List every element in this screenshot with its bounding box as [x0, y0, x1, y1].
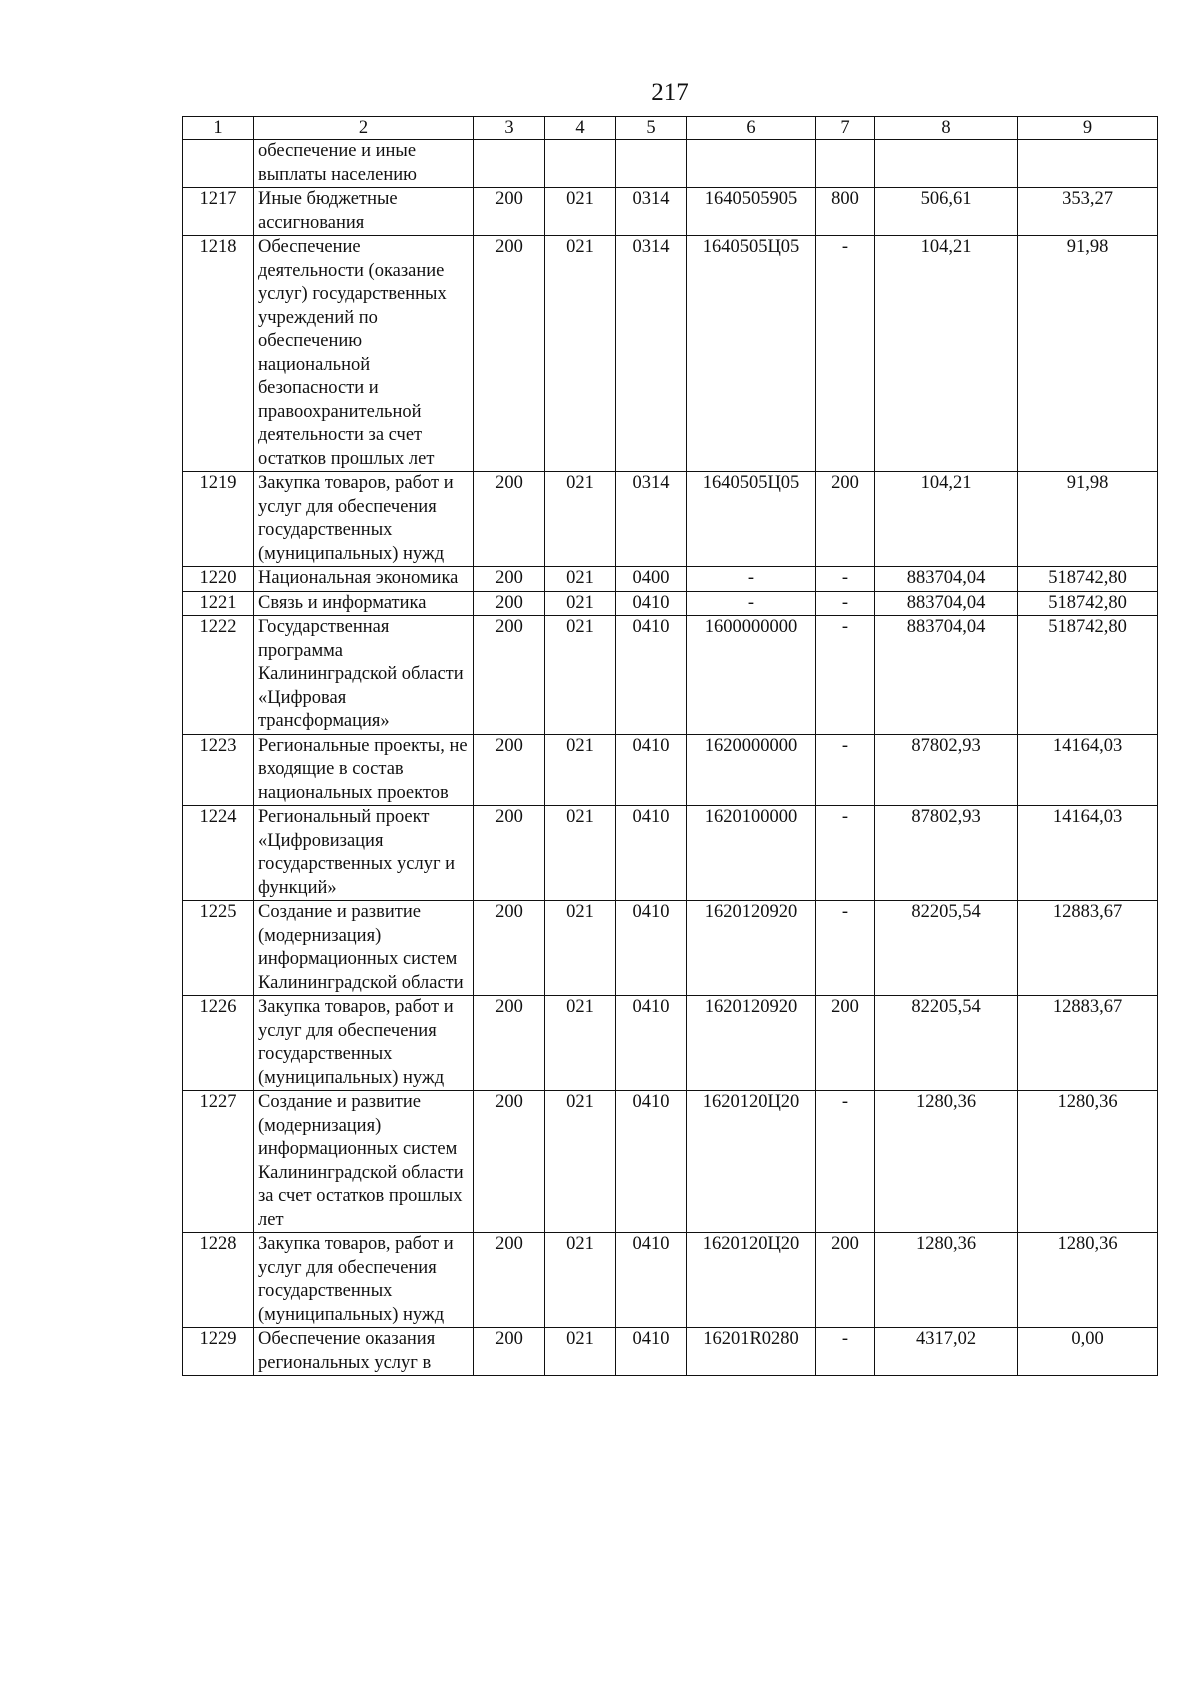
column-9-cell: 1280,36 — [1018, 1233, 1158, 1328]
column-3-cell: 200 — [474, 1233, 545, 1328]
column-5-cell: 0410 — [616, 616, 687, 735]
table-row — [183, 996, 1158, 1091]
column-5-cell: 0314 — [616, 472, 687, 567]
header-cell: 3 — [474, 117, 545, 140]
item-name-cell: Региональные проекты, не входящие в состав национальных проектов — [254, 734, 474, 806]
column-5-cell: 0400 — [616, 567, 687, 592]
row-number-cell: 1223 — [183, 734, 254, 806]
table-row — [183, 1091, 1158, 1233]
column-3-cell: 200 — [474, 567, 545, 592]
header-cell: 4 — [545, 117, 616, 140]
column-8-cell: 883704,04 — [875, 616, 1018, 735]
column-7-cell: 200 — [816, 996, 875, 1091]
column-5-cell: 0314 — [616, 236, 687, 472]
column-5-cell: 0410 — [616, 591, 687, 616]
column-5-cell: 0410 — [616, 901, 687, 996]
table-row — [183, 806, 1158, 901]
item-name-cell: Обеспечение оказания региональных услуг в — [254, 1328, 474, 1376]
column-7-cell: - — [816, 1328, 875, 1376]
column-4-cell: 021 — [545, 616, 616, 735]
column-4-cell: 021 — [545, 472, 616, 567]
column-8-cell: 104,21 — [875, 236, 1018, 472]
column-3-cell: 200 — [474, 996, 545, 1091]
column-5-cell: 0410 — [616, 734, 687, 806]
column-7-cell: - — [816, 806, 875, 901]
row-number-cell: 1220 — [183, 567, 254, 592]
column-6-cell: 1620120920 — [687, 901, 816, 996]
column-9-cell: 1280,36 — [1018, 1091, 1158, 1233]
column-7-cell: - — [816, 734, 875, 806]
column-8-cell: 87802,93 — [875, 806, 1018, 901]
row-number-cell: 1227 — [183, 1091, 254, 1233]
column-3-cell: 200 — [474, 734, 545, 806]
table-row — [183, 567, 1158, 592]
column-4-cell — [545, 140, 616, 188]
row-number-cell: 1217 — [183, 188, 254, 236]
table-body — [183, 140, 1158, 1376]
column-4-cell: 021 — [545, 236, 616, 472]
column-3-cell — [474, 140, 545, 188]
column-3-cell: 200 — [474, 188, 545, 236]
column-9-cell — [1018, 140, 1158, 188]
row-number-cell: 1218 — [183, 236, 254, 472]
column-4-cell: 021 — [545, 1091, 616, 1233]
column-9-cell: 518742,80 — [1018, 567, 1158, 592]
row-number-cell: 1221 — [183, 591, 254, 616]
column-3-cell: 200 — [474, 1328, 545, 1376]
column-7-cell: - — [816, 1091, 875, 1233]
column-8-cell: 87802,93 — [875, 734, 1018, 806]
column-3-cell: 200 — [474, 901, 545, 996]
column-7-cell: - — [816, 236, 875, 472]
column-7-cell: - — [816, 616, 875, 735]
item-name-cell: Иные бюджетные ассигнования — [254, 188, 474, 236]
item-name-cell: Связь и информатика — [254, 591, 474, 616]
table-row — [183, 901, 1158, 996]
column-8-cell: 883704,04 — [875, 567, 1018, 592]
column-6-cell: 1620000000 — [687, 734, 816, 806]
column-5-cell: 0410 — [616, 996, 687, 1091]
column-6-cell: 1640505905 — [687, 188, 816, 236]
row-number-cell — [183, 140, 254, 188]
column-3-cell: 200 — [474, 1091, 545, 1233]
column-8-cell: 104,21 — [875, 472, 1018, 567]
header-cell: 6 — [687, 117, 816, 140]
column-3-cell: 200 — [474, 591, 545, 616]
column-6-cell: 1620100000 — [687, 806, 816, 901]
column-7-cell — [816, 140, 875, 188]
header-cell: 9 — [1018, 117, 1158, 140]
row-number-cell: 1228 — [183, 1233, 254, 1328]
row-number-cell: 1224 — [183, 806, 254, 901]
table-row — [183, 1328, 1158, 1376]
budget-table — [182, 116, 1158, 1376]
column-4-cell: 021 — [545, 996, 616, 1091]
column-6-cell: - — [687, 567, 816, 592]
column-5-cell: 0410 — [616, 1091, 687, 1233]
item-name-cell: Национальная экономика — [254, 567, 474, 592]
column-4-cell: 021 — [545, 1328, 616, 1376]
table-row — [183, 734, 1158, 806]
column-6-cell: 1640505Ц05 — [687, 472, 816, 567]
item-name-cell: Закупка товаров, работ и услуг для обеспечения государственных (муниципальных) нужд — [254, 996, 474, 1091]
column-6-cell: 16201R0280 — [687, 1328, 816, 1376]
table-row — [183, 188, 1158, 236]
header-row — [183, 117, 1158, 140]
column-9-cell: 12883,67 — [1018, 901, 1158, 996]
column-4-cell: 021 — [545, 901, 616, 996]
item-name-cell: Создание и развитие (модернизация) информационных систем Калининградской области за счет остатков прошлых лет — [254, 1091, 474, 1233]
column-7-cell: - — [816, 567, 875, 592]
column-5-cell: 0410 — [616, 806, 687, 901]
item-name-cell: Обеспечение деятельности (оказание услуг) государственных учреждений по обеспечению национальной безопасности и правоохранительной деятельности за счет остатков прошлых лет — [254, 236, 474, 472]
column-7-cell: 200 — [816, 1233, 875, 1328]
column-9-cell: 91,98 — [1018, 236, 1158, 472]
column-3-cell: 200 — [474, 236, 545, 472]
item-name-cell: Закупка товаров, работ и услуг для обеспечения государственных (муниципальных) нужд — [254, 1233, 474, 1328]
column-5-cell: 0314 — [616, 188, 687, 236]
column-4-cell: 021 — [545, 567, 616, 592]
column-8-cell: 1280,36 — [875, 1233, 1018, 1328]
table-row — [183, 472, 1158, 567]
column-9-cell: 353,27 — [1018, 188, 1158, 236]
column-7-cell: 200 — [816, 472, 875, 567]
page-number: 217 — [651, 79, 689, 106]
table-row — [183, 616, 1158, 735]
column-5-cell — [616, 140, 687, 188]
column-5-cell: 0410 — [616, 1233, 687, 1328]
column-6-cell — [687, 140, 816, 188]
column-8-cell: 4317,02 — [875, 1328, 1018, 1376]
column-7-cell: - — [816, 591, 875, 616]
column-8-cell — [875, 140, 1018, 188]
item-name-cell: Закупка товаров, работ и услуг для обеспечения государственных (муниципальных) нужд — [254, 472, 474, 567]
column-4-cell: 021 — [545, 591, 616, 616]
table-row — [183, 1233, 1158, 1328]
row-number-cell: 1222 — [183, 616, 254, 735]
column-6-cell: - — [687, 591, 816, 616]
item-name-cell: обеспечение и иные выплаты населению — [254, 140, 474, 188]
table-row — [183, 591, 1158, 616]
column-3-cell: 200 — [474, 806, 545, 901]
header-cell: 5 — [616, 117, 687, 140]
table-row — [183, 236, 1158, 472]
column-7-cell: 800 — [816, 188, 875, 236]
column-9-cell: 12883,67 — [1018, 996, 1158, 1091]
column-8-cell: 506,61 — [875, 188, 1018, 236]
row-number-cell: 1219 — [183, 472, 254, 567]
column-6-cell: 1620120920 — [687, 996, 816, 1091]
item-name-cell: Региональный проект «Цифровизация государственных услуг и функций» — [254, 806, 474, 901]
header-cell: 2 — [254, 117, 474, 140]
header-cell: 8 — [875, 117, 1018, 140]
column-6-cell: 1640505Ц05 — [687, 236, 816, 472]
item-name-cell: Создание и развитие (модернизация) информационных систем Калининградской области — [254, 901, 474, 996]
column-6-cell: 1620120Ц20 — [687, 1233, 816, 1328]
header-cell: 7 — [816, 117, 875, 140]
column-4-cell: 021 — [545, 806, 616, 901]
column-8-cell: 82205,54 — [875, 901, 1018, 996]
column-6-cell: 1620120Ц20 — [687, 1091, 816, 1233]
column-7-cell: - — [816, 901, 875, 996]
column-3-cell: 200 — [474, 472, 545, 567]
column-8-cell: 1280,36 — [875, 1091, 1018, 1233]
column-9-cell: 91,98 — [1018, 472, 1158, 567]
column-3-cell: 200 — [474, 616, 545, 735]
row-number-cell: 1226 — [183, 996, 254, 1091]
table-row — [183, 140, 1158, 188]
column-8-cell: 82205,54 — [875, 996, 1018, 1091]
column-5-cell: 0410 — [616, 1328, 687, 1376]
row-number-cell: 1229 — [183, 1328, 254, 1376]
column-9-cell: 14164,03 — [1018, 806, 1158, 901]
item-name-cell: Государственная программа Калининградской области «Цифровая трансформация» — [254, 616, 474, 735]
column-9-cell: 518742,80 — [1018, 616, 1158, 735]
column-9-cell: 518742,80 — [1018, 591, 1158, 616]
column-9-cell: 14164,03 — [1018, 734, 1158, 806]
column-4-cell: 021 — [545, 188, 616, 236]
column-9-cell: 0,00 — [1018, 1328, 1158, 1376]
column-6-cell: 1600000000 — [687, 616, 816, 735]
column-4-cell: 021 — [545, 1233, 616, 1328]
column-8-cell: 883704,04 — [875, 591, 1018, 616]
column-4-cell: 021 — [545, 734, 616, 806]
header-cell: 1 — [183, 117, 254, 140]
row-number-cell: 1225 — [183, 901, 254, 996]
